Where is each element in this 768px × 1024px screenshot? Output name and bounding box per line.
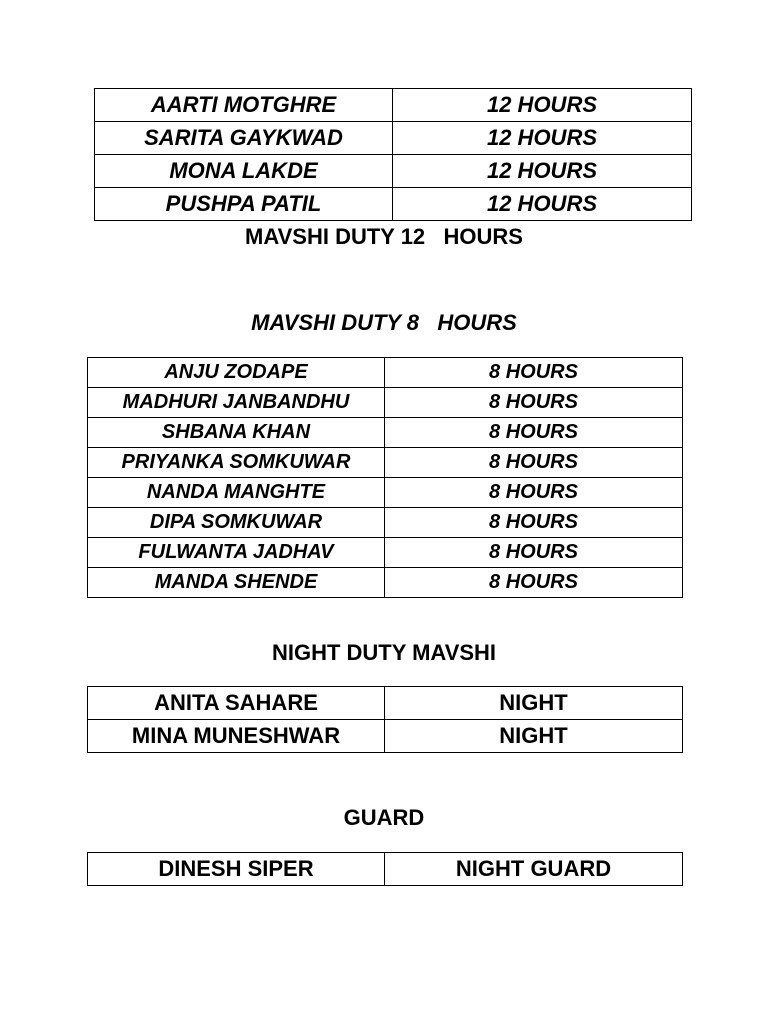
heading-8-hours: MAVSHI DUTY 8 HOURS — [251, 310, 517, 335]
table-night-duty — [87, 686, 683, 753]
staff-name: ANITA SAHARE — [88, 687, 385, 720]
duty-hours: 8 HOURS — [385, 538, 683, 568]
staff-name: DINESH SIPER — [88, 853, 385, 886]
table-row — [95, 89, 692, 122]
duty-hours: 12 HOURS — [393, 188, 692, 221]
duty-hours: 12 HOURS — [393, 155, 692, 188]
staff-name: NANDA MANGHTE — [88, 478, 385, 508]
duty-hours: 8 HOURS — [385, 568, 683, 598]
table-row — [88, 418, 683, 448]
table-row — [88, 720, 683, 753]
duty-shift: NIGHT GUARD — [385, 853, 683, 886]
heading-night-duty: NIGHT DUTY MAVSHI — [271, 640, 497, 665]
table-row — [88, 478, 683, 508]
duty-shift: NIGHT — [385, 687, 683, 720]
staff-name: DIPA SOMKUWAR — [88, 508, 385, 538]
staff-name: ANJU ZODAPE — [88, 358, 385, 388]
table-row — [88, 538, 683, 568]
staff-name: AARTI MOTGHRE — [95, 89, 393, 122]
table-row — [95, 188, 692, 221]
duty-hours: 12 HOURS — [393, 122, 692, 155]
duty-hours: 8 HOURS — [385, 358, 683, 388]
staff-name: SHBANA KHAN — [88, 418, 385, 448]
table-row — [88, 508, 683, 538]
staff-name: SARITA GAYKWAD — [95, 122, 393, 155]
table-row — [95, 155, 692, 188]
staff-name: FULWANTA JADHAV — [88, 538, 385, 568]
staff-name: MINA MUNESHWAR — [88, 720, 385, 753]
staff-name: MADHURI JANBANDHU — [88, 388, 385, 418]
heading-guard: GUARD — [343, 805, 425, 830]
table-row — [88, 568, 683, 598]
table-row — [88, 358, 683, 388]
duty-hours: 8 HOURS — [385, 418, 683, 448]
staff-name: MANDA SHENDE — [88, 568, 385, 598]
duty-hours: 8 HOURS — [385, 478, 683, 508]
table-12-hours — [94, 88, 692, 221]
duty-hours: 8 HOURS — [385, 388, 683, 418]
duty-shift: NIGHT — [385, 720, 683, 753]
table-row — [95, 122, 692, 155]
staff-name: MONA LAKDE — [95, 155, 393, 188]
table-guard — [87, 852, 683, 886]
table-8-hours — [87, 357, 683, 598]
table-row — [88, 687, 683, 720]
duty-hours: 12 HOURS — [393, 89, 692, 122]
duty-hours: 8 HOURS — [385, 508, 683, 538]
table-row — [88, 388, 683, 418]
staff-name: PRIYANKA SOMKUWAR — [88, 448, 385, 478]
heading-12-hours: MAVSHI DUTY 12 HOURS — [245, 224, 523, 249]
table-row — [88, 448, 683, 478]
staff-name: PUSHPA PATIL — [95, 188, 393, 221]
table-row — [88, 853, 683, 886]
duty-hours: 8 HOURS — [385, 448, 683, 478]
